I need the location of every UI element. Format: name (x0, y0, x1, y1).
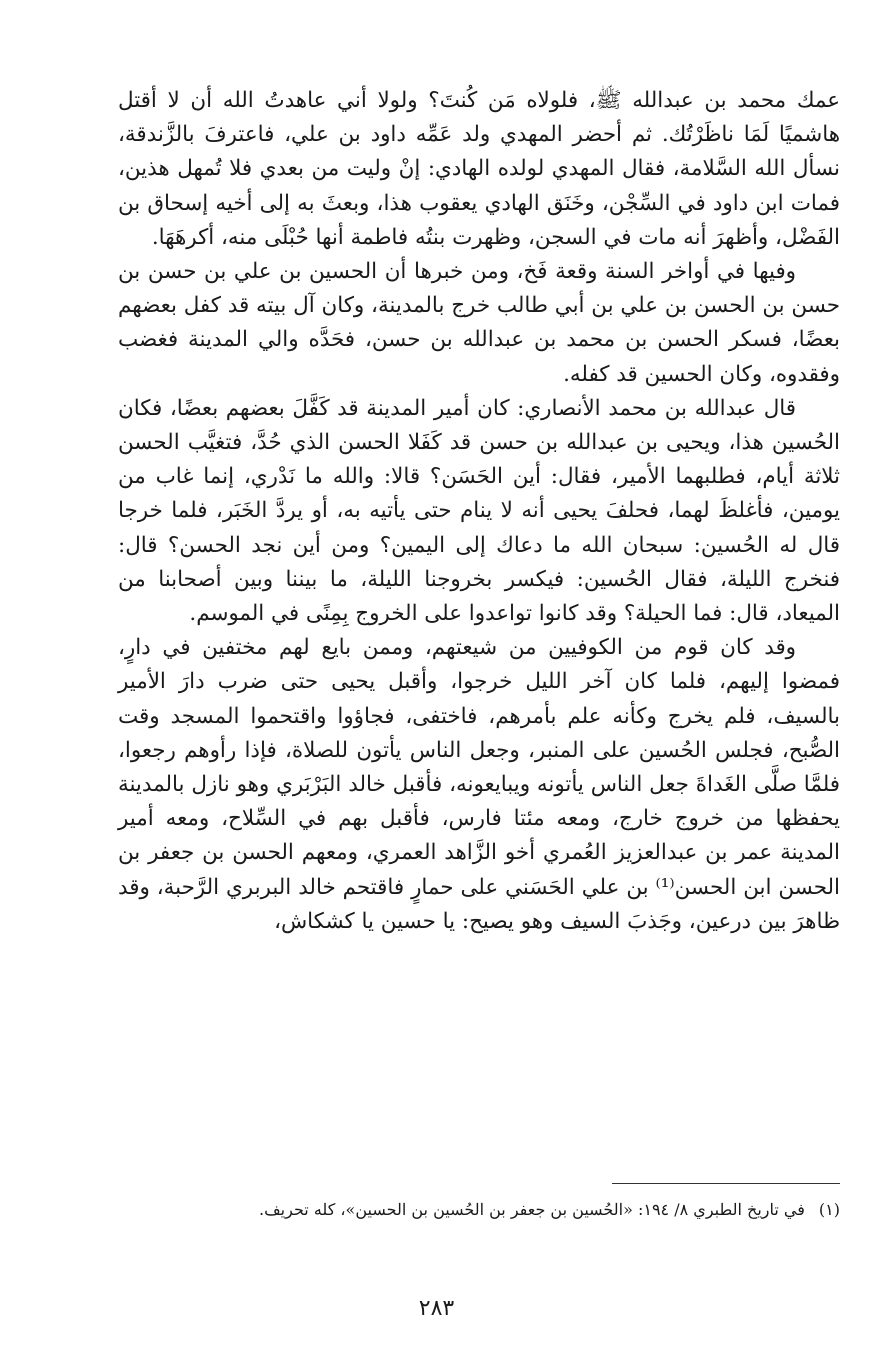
paragraph-1: عمك محمد بن عبدالله ﷺ، فلولاه مَن كُنتَ؟ ولولا أني عاهدتُ الله أن لا أقتل هاشميًا لَمَا ناظَرْتُك. ثم أحضر المهدي ولد عَمِّه داود بن علي، فاعترفَ بالزَّندقة، نسأل الله السَّلامة، فقال المهدي لولده الهادي: إنْ وليت من بعدي فلا تُمهل هذين، فمات ابن داود في السِّجْن، وخَنَق الهادي يعقوب هذا، وبعثَ به إلى أخيه إسحاق بن الفَضْل، وأظهرَ أنه مات في السجن، وظهرت بنتُه فاطمة أنها حُبْلَى منه، أكرهَهَا. (118, 88, 840, 250)
page-number: ٢٨٣ (418, 1296, 455, 1321)
paragraph-2: وفيها في أواخر السنة وقعة فَخ، ومن خبرها أن الحسين بن علي بن حسن بن حسن بن الحسن بن علي بن أبي طالب خرج بالمدينة، وكان آل بيته قد كفل بعضهم بعضًا، فسكر الحسن بن محمد بن عبدالله بن حسن، فحَدَّه والي المدينة فغضب وفقدوه، وكان الحسين قد كفله. (118, 259, 840, 387)
footnote-text: في تاريخ الطبري ٨/ ١٩٤: «الحُسين بن جعفر بن الحُسين بن الحسين»، كله تحريف. (259, 1200, 805, 1219)
main-text (118, 84, 840, 939)
paragraph-3: قال عبدالله بن محمد الأنصاري: كان أمير المدينة قد كَفَّلَ بعضهم بعضًا، فكان الحُسين هذا، ويحيى بن عبدالله بن حسن قد كَفَلا الحسن الذي حُدَّ، فتغيَّب الحسن ثلاثة أيام، فطلبهما الأمير، فقال: أين الحَسَن؟ قالا: والله ما نَدْري، إنما غاب من يومين، فأغلظَ لهما، فحلفَ يحيى أنه لا ينام حتى يأتيه به، أو يردَّ الخَبَر، فلما خرجا قال له الحُسين: سبحان الله ما دعاك إلى اليمين؟ ومن أين نجد الحسن؟ قال: فنخرج الليلة، فقال الحُسين: فيكسر بخروجنا الليلة، ما بيننا وبين أصحابنا من الميعاد، قال: فما الحيلة؟ وقد كانوا تواعدوا على الخروج بِمِنًى في الموسم. (118, 395, 840, 627)
footnote-marker: (١) (818, 1200, 840, 1219)
paragraph-4: وقد كان قوم من الكوفيين من شيعتهم، وممن بايع لهم مختفين في دارٍ، فمضوا إليهم، فلما كان آخر الليل خرجوا، وأقبل يحيى حتى ضرب دارَ الأمير بالسيف، فلم يخرج وكأنه علم بأمرهم، فاختفى، فجاؤوا واقتحموا المسجد وقت الصُّبح، فجلس الحُسين على المنبر، وجعل الناس يأتون للصلاة، فإذا رأوهم رجعوا، فلمَّا صلَّى الغَداةَ جعل الناس يأتونه ويبايعونه، فأقبل خالد البَرْبَري وهو نازل بالمدينة يحفظها من خروج خارج، ومعه مئتا فارس، فأقبل بهم في السِّلاح، ومعه أمير المدينة عمر بن عبدالعزيز العُمري أخو الزَّاهد العمري، ومعهم الحسن بن جعفر بن الحسن ابن الحسن⁽¹⁾ بن علي الحَسَني على حمارٍ فاقتحم خالد البربري الرَّحبة، وقد ظاهرَ بين درعين، وجَذبَ السيف وهو يصيح: يا حسين يا كشكاش، (118, 635, 840, 934)
footnote (118, 1196, 840, 1223)
footnote-separator (612, 1183, 840, 1184)
